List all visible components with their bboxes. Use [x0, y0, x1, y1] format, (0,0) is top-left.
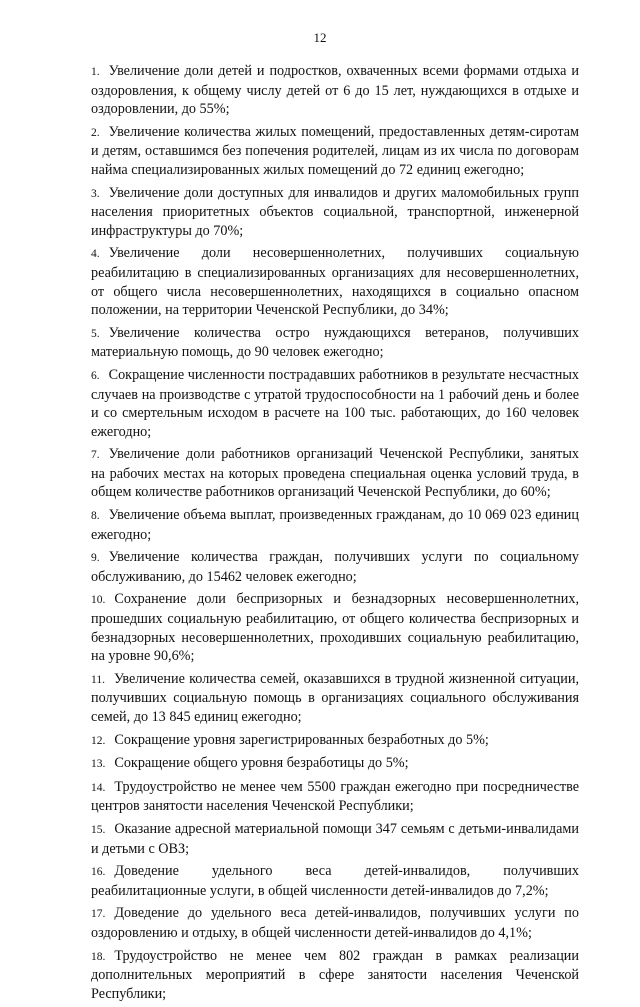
item-text: Сокращение уровня зарегистрированных безработных до 5%;: [114, 731, 489, 748]
list-item: [91, 731, 579, 751]
item-text: Увеличение количества граждан, получивших услуги по социальному обслуживанию, до 15462 человек ежегодно;: [91, 549, 579, 585]
item-number: 16.: [91, 866, 106, 879]
item-number: 6.: [91, 369, 100, 382]
item-text: Сокращение общего уровня безработицы до 5%;: [114, 755, 409, 772]
item-text: Увеличение доли доступных для инвалидов и других маломобильных групп населения приоритетных объектов социальной, транспортной, инженерной инфраструктуры до 70%;: [91, 184, 579, 239]
item-number: 11.: [91, 673, 105, 686]
list-item: [91, 754, 579, 774]
item-text: Увеличение доли работников организаций Чеченской Республики, занятых на рабочих местах на которых проведена специальная оценка условий труда, в общем количестве работников организаций Чеченской Республики, до 60%;: [91, 446, 579, 501]
item-text: Увеличение доли детей и подростков, охваченных всеми формами отдыха и оздоровления, к общему числу детей от 6 до 15 лет, нуждающихся в отдыхе и оздоровлении, до 55%;: [91, 63, 579, 118]
item-text: Сокращение численности пострадавших работников в результате несчастных случаев на производстве с утратой трудоспособности на 1 рабочий день и более и со смертельным исходом в расчете на 100 тыс. работающих, до 160 человек ежегодно;: [91, 366, 579, 440]
list-item: [91, 445, 579, 502]
list-item: [91, 506, 579, 544]
item-number: 15.: [91, 823, 106, 836]
list-item: [91, 123, 579, 180]
item-text: Сохранение доли беспризорных и безнадзорных несовершеннолетних, прошедших социальную реабилитацию, от общего количества беспризорных и безнадзорных несовершеннолетних, проходивших социальную реабилитацию, на уровне 90,6%;: [91, 591, 579, 665]
item-number: 10.: [91, 594, 106, 607]
item-number: 3.: [91, 187, 100, 200]
item-text: Доведение удельного веса детей-инвалидов, получивших реабилитационные услуги, в общей численности детей-инвалидов до 7,2%;: [91, 863, 579, 899]
item-number: 5.: [91, 327, 100, 340]
list-item: [91, 778, 579, 816]
list-item: [91, 324, 579, 362]
list-item: [91, 184, 579, 241]
targets-list: [91, 62, 579, 1007]
item-number: 2.: [91, 126, 100, 139]
list-item: [91, 904, 579, 942]
item-number: 9.: [91, 552, 100, 565]
list-item: [91, 590, 579, 665]
item-number: 18.: [91, 950, 106, 963]
item-number: 17.: [91, 908, 106, 921]
item-number: 14.: [91, 781, 106, 794]
item-text: Увеличение количества жилых помещений, предоставленных детям-сиротам и детям, оставшимся без попечения родителей, лицам из их числа по договорам найма специализированных жилых помещений до 72 единиц ежегодно;: [91, 123, 579, 178]
item-text: Увеличение количества остро нуждающихся ветеранов, получивших материальную помощь, до 90 человек ежегодно;: [91, 324, 579, 361]
list-item: [91, 670, 579, 727]
item-number: 7.: [91, 449, 100, 462]
list-item: [91, 947, 579, 1004]
item-text: Увеличение доли несовершеннолетних, получивших социальную реабилитацию в специализированных организациях для несовершеннолетних, от общего числа несовершеннолетних, находящихся в социально опасном положении, на территории Чеченской Республики, до 34%;: [91, 245, 579, 319]
item-text: Увеличение объема выплат, произведенных гражданам, до 10 069 023 единиц ежегодно;: [91, 507, 579, 543]
list-item: [91, 862, 579, 900]
item-text: Доведение до удельного веса детей-инвалидов, получивших услуги по оздоровлению и отдыху, в общей численности детей-инвалидов до 4,1%;: [91, 905, 579, 941]
item-number: 13.: [91, 758, 106, 771]
list-item: [91, 244, 579, 319]
item-number: 8.: [91, 510, 100, 523]
list-item: [91, 62, 579, 119]
page-number: 12: [313, 30, 327, 45]
list-item: [91, 820, 579, 858]
item-text: Трудоустройство не менее чем 5500 граждан ежегодно при посредничестве центров занятости населения Чеченской Республики;: [91, 778, 579, 815]
item-number: 1.: [91, 66, 100, 78]
item-number: 4.: [91, 248, 100, 261]
item-text: Оказание адресной материальной помощи 347 семьям с детьми-инвалидами и детьми с ОВЗ;: [91, 820, 579, 857]
item-text: Трудоустройство не менее чем 802 граждан в рамках реализации дополнительных мероприятий в сфере занятости населения Чеченской Республики;: [91, 947, 579, 1002]
item-number: 12.: [91, 734, 106, 747]
item-text: Увеличение количества семей, оказавшихся в трудной жизненной ситуации, получивших социальную помощь в организациях социального обслуживания семей, до 13 845 единиц ежегодно;: [91, 670, 579, 725]
list-item: [91, 366, 579, 441]
list-item: [91, 548, 579, 586]
